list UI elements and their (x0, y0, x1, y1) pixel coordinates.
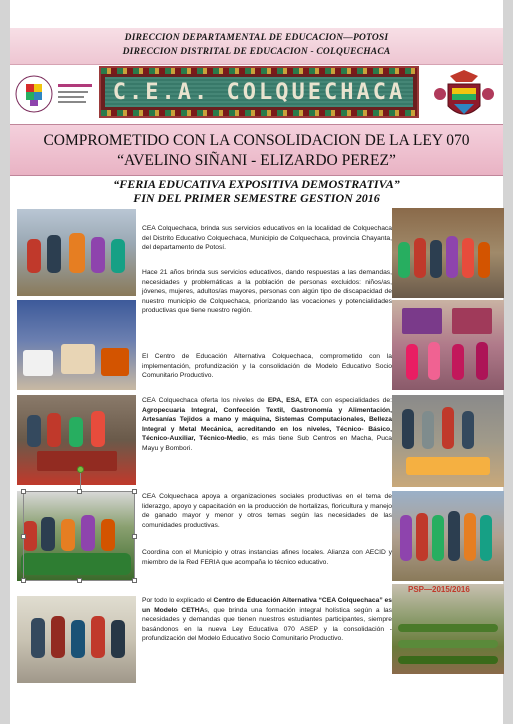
title-box (10, 124, 503, 176)
cea-banner (99, 66, 419, 118)
resize-handle-s[interactable] (77, 578, 82, 583)
header-line-department: DIRECCION DEPARTAMENTAL DE EDUCACION—POTOSI (124, 33, 389, 43)
paragraph-levels: CEA Colquechaca oferta los niveles de EPA, ESA, ETA con especialidades de: Agropecuaria Integral, Confección Textil, Gastronomía y Alimentación, Artesanías Tejidos a mano y máquina, Sistemas Computacionales, Belleza Integral y Metal Mecánica, acreditando en los niveles, Técnico- Básico, Técnico-Auxiliar, Técnico-Medio, es más tiene Sub Centros en Macha, Puca Mayu y Bombori. (142, 397, 392, 452)
resize-handle-ne[interactable] (132, 489, 137, 494)
resize-handle-nw[interactable] (21, 489, 26, 494)
photo-fair-table (17, 395, 136, 485)
paragraph-coordination: Coordina con el Municipio y otras instancias afines locales. Alianza con AECID y miembro de la Red FERIA que acompaña lo técnico educativo. (142, 549, 392, 566)
photo-students-room (17, 596, 136, 683)
body-text-column (142, 224, 392, 684)
photo-group-audience (392, 208, 504, 298)
resize-handle-se[interactable] (132, 578, 137, 583)
paragraph-commitment: El Centro de Educación Alternativa Colquechaca, comprometido con la implementación, profundización y la consolidación de Modelo Educativo Socio Comunitario Productivo. (142, 353, 392, 380)
resize-handle-w[interactable] (21, 534, 26, 539)
photo-textile-stand (392, 300, 504, 390)
subtitle-line-2: FIN DEL PRIMER SEMESTRE GESTION 2016 (133, 191, 380, 205)
header-band (10, 28, 503, 65)
paragraph-model: Por todo lo explicado el Centro de Educación Alternativa “CEA Colquechaca” es un Modelo CETHAs, que brinda una formación integral holística según a las necesidades y demandas que tienen nuestros estudiantes participantes, siempre basándonos en la nueva Ley Educativa 070 ASEP y la consolidación - profundización del Modelo Educativo Socio Comunitario Productivo. (142, 597, 392, 643)
resize-handle-n[interactable] (77, 489, 82, 494)
institution-emblem (428, 66, 500, 124)
title-line-2: “AVELINO SIÑANI - ELIZARDO PEREZ” (117, 152, 396, 169)
paragraph-history: Hace 21 años brinda sus servicios educativos, dando respuestas a las demandas, necesidades y problemáticas a la población de personas excluidos: niños/as, jóvenes, mujeres, adultos/as mayores, personas con algún tipo de discapacidad de nuestro municipio de Colquechaca, priorizando las vocaciones y potencialidades productivas que tiene nuestro región. (142, 269, 392, 315)
photo-women-group (392, 491, 504, 581)
resize-handle-sw[interactable] (21, 578, 26, 583)
photo-exhibition-hall (17, 300, 136, 390)
psp-label: PSP—2015/2016 (408, 585, 470, 594)
header-line-district: DIRECCION DISTRITAL DE EDUCACION - COLQUECHACA (122, 47, 391, 57)
distrital-logo (14, 66, 96, 126)
banner-text: C.E.A. COLQUECHACA (112, 79, 406, 105)
paragraph-intro: CEA Colquechaca, brinda sus servicios educativos en la localidad de Colquechaca del Distrito Educativo Colquechaca, Municipio de Colquechaca, provincia Chayanta, del departamento de Potosí. (142, 225, 392, 252)
photo-psp-field (392, 584, 504, 674)
photo-dancers (17, 209, 136, 296)
title-line-1: COMPROMETIDO CON LA CONSOLIDACION DE LA LEY 070 (43, 132, 470, 149)
rotate-handle[interactable] (77, 466, 84, 473)
resize-handle-e[interactable] (132, 534, 137, 539)
image-selection-frame (23, 491, 135, 581)
document-page (10, 0, 503, 724)
paragraph-support: CEA Colquechaca apoya a organizaciones sociales productivas en el tema de liderazgo, apoyo y capacitación en la producción de hortalizas, floricultura y manejo de ganado mayor y menor y otros temas según las necesidades de las comunidades productivas. (142, 493, 392, 529)
photo-food-display (392, 395, 504, 487)
subtitle-line-1: “FERIA EDUCATIVA EXPOSITIVA DEMOSTRATIVA” (113, 177, 400, 191)
